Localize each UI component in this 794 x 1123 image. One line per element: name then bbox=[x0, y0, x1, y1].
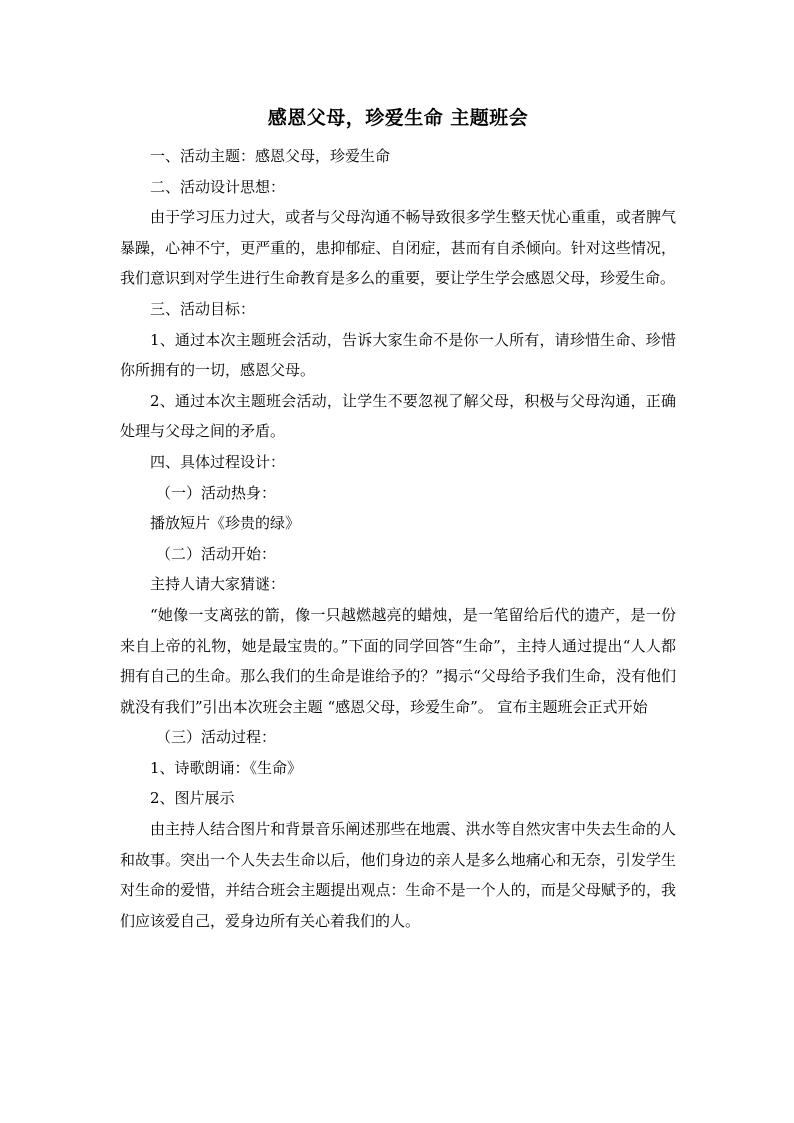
riddle-paragraph: “她像一支离弦的箭，像一只越燃越亮的蜡烛，是一笔留给后代的遗产，是一份来自上帝的礼物，她是最宝贵的。”下面的同学回答“生命”，主持人通过提出“人人都拥有自己的生命。那么我们的生命是谁给予的？”揭示“父母给予我们生命，没有他们就没有我们”引出本次班会主题 “感恩父母，珍爱生命”。 宣布主题班会正式开始 bbox=[120, 605, 676, 716]
start-text: 主持人请大家猜谜： bbox=[150, 575, 286, 594]
step-item-2: 2、图片展示 bbox=[150, 789, 235, 808]
document-title: 感恩父母，珍爱生命 主题班会 bbox=[267, 107, 529, 129]
subsection-start: （二）活动开始： bbox=[156, 544, 277, 563]
section-heading-goals: 三、活动目标： bbox=[150, 299, 256, 318]
step-item-1: 1、诗歌朗诵：《生命》 bbox=[150, 758, 303, 777]
section-heading-theme: 一、活动主题：感恩父母，珍爱生命 bbox=[150, 147, 391, 165]
subsection-warmup: （一）活动热身： bbox=[156, 483, 277, 502]
section-heading-design: 二、活动设计思想： bbox=[150, 177, 286, 196]
goal-item-2: 2、通过本次主题班会活动，让学生不要忽视了解父母，积极与父母沟通，正确处理与父母之间的矛盾。 bbox=[120, 391, 676, 441]
step-2-paragraph: 由主持人结合图片和背景音乐阐述那些在地震、洪水等自然灾害中失去生命的人和故事。突出一个人失去生命以后，他们身边的亲人是多么地痛心和无奈，引发学生对生命的爱惜，并结合班会主题提出观点：生命不是一个人的，而是父母赋予的，我们应该爱自己，爱身边所有关心着我们的人。 bbox=[120, 820, 676, 930]
section-heading-process: 四、具体过程设计： bbox=[150, 452, 286, 471]
goal-item-1: 1、通过本次主题班会活动，告诉大家生命不是你一人所有，请珍惜生命、珍惜你所拥有的一切，感恩父母。 bbox=[120, 330, 676, 380]
document-body bbox=[120, 103, 676, 936]
paragraph-design-thought: 由于学习压力过大，或者与父母沟通不畅导致很多学生整天忧心重重，或者脾气暴躁，心神不宁，更严重的，患抑郁症、自闭症，甚而有自杀倾向。针对这些情况，我们意识到对学生进行生命教育是多么的重要，要让学生学会感恩父母，珍爱生命。 bbox=[120, 208, 676, 288]
subsection-process: （三）活动过程： bbox=[156, 728, 277, 747]
warmup-text: 播放短片《珍贵的绿》 bbox=[150, 514, 301, 533]
